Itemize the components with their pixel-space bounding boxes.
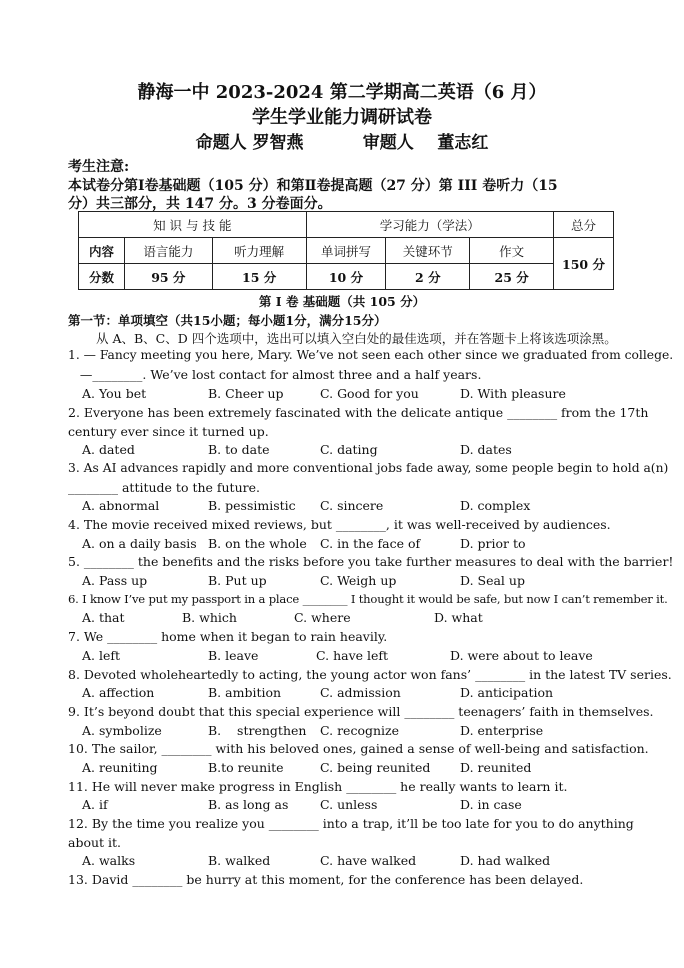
option-c: C. admission xyxy=(320,685,401,700)
notice-line: 分）共三部分，共 147 分。3 分卷面分。 xyxy=(68,196,332,212)
option-c: C. sincere xyxy=(320,498,384,513)
question-text: 6. I know I’ve put my passport in a place ________ I thought it would be safe, but now I can’t remember it. xyxy=(68,592,668,606)
option-b: B. pessimistic xyxy=(208,498,296,513)
question-text: —________. We’ve lost contact for almost three and a half years. xyxy=(68,367,482,382)
option-c: C. dating xyxy=(320,442,378,457)
option-c: C. in the face of xyxy=(320,536,421,551)
knowledge-skills-header: 知 识 与 技 能 xyxy=(79,212,307,238)
question-text: 5. ________ the benefits and the risks before you take further measures to deal with the barrier! xyxy=(68,554,674,569)
table-cell: 作文 xyxy=(470,238,554,264)
option-d: D. reunited xyxy=(460,760,532,775)
option-d: D. dates xyxy=(460,442,512,457)
option-d: D. Seal up xyxy=(460,573,525,588)
option-b: B. Put up xyxy=(208,573,267,588)
option-d: D. complex xyxy=(460,498,531,513)
option-a: A. if xyxy=(82,797,108,812)
question-text: 10. The sailor, ________ with his beloved ones, gained a sense of well-being and satisfaction. xyxy=(68,741,649,756)
table-cell: 语言能力 xyxy=(124,238,212,264)
learning-ability-header: 学习能力（学法） xyxy=(306,212,553,238)
option-b: B. which xyxy=(182,610,237,625)
exam-title: 静海一中 2023-2024 第二学期高二英语（6 月） xyxy=(137,82,547,103)
content-row-label: 内容 xyxy=(79,238,125,264)
question-text: 3. As AI advances rapidly and more conventional jobs fade away, some people begin to hold a(n) xyxy=(68,461,669,475)
section-subtitle: 第一节：单项填空（共15小题；每小题1分，满分15分） xyxy=(68,313,387,328)
option-b: B. Cheer up xyxy=(208,386,284,401)
option-a: A. abnormal xyxy=(82,498,160,513)
option-d: D. what xyxy=(434,610,483,625)
option-b: B. to date xyxy=(208,442,270,457)
option-b: B. on the whole xyxy=(208,536,307,551)
question-text: 4. The movie received mixed reviews, but ________, it was well-received by audiences. xyxy=(68,517,611,532)
question-text: about it. xyxy=(68,835,122,850)
option-a: A. that xyxy=(82,610,125,625)
exam-authors: 命题人 罗智燕 审题人 董志红 xyxy=(195,133,489,153)
table-cell: 95 分 xyxy=(124,264,212,290)
option-c: C. have left xyxy=(316,648,389,663)
option-a: A. walks xyxy=(82,853,136,868)
option-c: C. where xyxy=(294,610,351,625)
option-c: C. unless xyxy=(320,797,378,812)
total-header: 总分 xyxy=(554,212,614,238)
total-score: 150 分 xyxy=(554,238,614,290)
exam-subtitle: 学生学业能力调研试卷 xyxy=(252,107,432,128)
table-cell: 关键环节 xyxy=(386,238,470,264)
score-row-label: 分数 xyxy=(79,264,125,290)
question-text: 11. He will never make progress in English ________ he really wants to learn it. xyxy=(68,779,568,794)
option-a: A. affection xyxy=(82,685,155,700)
question-text: ________ attitude to the future. xyxy=(68,480,260,495)
option-c: C. have walked xyxy=(320,853,417,868)
option-c: C. being reunited xyxy=(320,760,431,775)
table-cell: 15 分 xyxy=(212,264,306,290)
option-c: C. recognize xyxy=(320,723,399,738)
option-b: B. ambition xyxy=(208,685,282,700)
question-text: 13. David ________ be hurry at this moment, for the conference has been delayed. xyxy=(68,872,584,887)
table-cell: 2 分 xyxy=(386,264,470,290)
option-d: D. in case xyxy=(460,797,522,812)
option-d: D. With pleasure xyxy=(460,386,566,401)
table-cell: 听力理解 xyxy=(212,238,306,264)
question-text: 12. By the time you realize you ________ into a trap, it’ll be too late for you to do anything xyxy=(68,816,634,831)
option-d: D. enterprise xyxy=(460,723,544,738)
section-directions: 从 A、B、C、D 四个选项中，选出可以填入空白处的最佳选项，并在答题卡上将该选项涂黑。 xyxy=(96,331,617,346)
question-text: 7. We ________ home when it began to rain heavily. xyxy=(68,629,388,644)
option-a: A. left xyxy=(82,648,121,663)
question-text: century ever since it turned up. xyxy=(68,424,269,439)
option-b: B. as long as xyxy=(208,797,289,812)
option-a: A. You bet xyxy=(82,386,147,401)
question-text: 1. — Fancy meeting you here, Mary. We’ve not seen each other since we graduated from college. xyxy=(68,348,674,362)
notice-heading: 考生注意: xyxy=(68,159,130,175)
option-c: C. Weigh up xyxy=(320,573,397,588)
notice-line: 本试卷分第Ⅰ卷基础题（105 分）和第Ⅱ卷提高题（27 分）第 III 卷听力（15 xyxy=(68,178,558,194)
option-d: D. were about to leave xyxy=(450,648,593,663)
option-a: A. dated xyxy=(82,442,135,457)
table-cell: 10 分 xyxy=(306,264,386,290)
question-text: 2. Everyone has been extremely fascinated with the delicate antique ________ from the 17th xyxy=(68,405,649,420)
option-b: B. leave xyxy=(208,648,259,663)
option-b: B. walked xyxy=(208,853,271,868)
option-d: D. anticipation xyxy=(460,685,554,700)
table-cell: 25 分 xyxy=(470,264,554,290)
option-d: D. had walked xyxy=(460,853,551,868)
option-c: C. Good for you xyxy=(320,386,419,401)
option-a: A. symbolize xyxy=(82,723,162,738)
option-a: A. on a daily basis xyxy=(82,536,197,551)
question-text: 9. It’s beyond doubt that this special experience will ________ teenagers’ faith in themselves. xyxy=(68,704,654,719)
option-d: D. prior to xyxy=(460,536,526,551)
option-b: B. strengthen xyxy=(208,723,307,738)
table-cell: 单词拼写 xyxy=(306,238,386,264)
score-table xyxy=(78,211,614,290)
option-a: A. Pass up xyxy=(82,573,148,588)
option-b: B.to reunite xyxy=(208,760,284,775)
option-a: A. reuniting xyxy=(82,760,158,775)
question-text: 8. Devoted wholeheartedly to acting, the young actor won fans’ ________ in the latest TV series. xyxy=(68,667,672,682)
section-title: 第 I 卷 基础题（共 105 分） xyxy=(258,294,426,309)
